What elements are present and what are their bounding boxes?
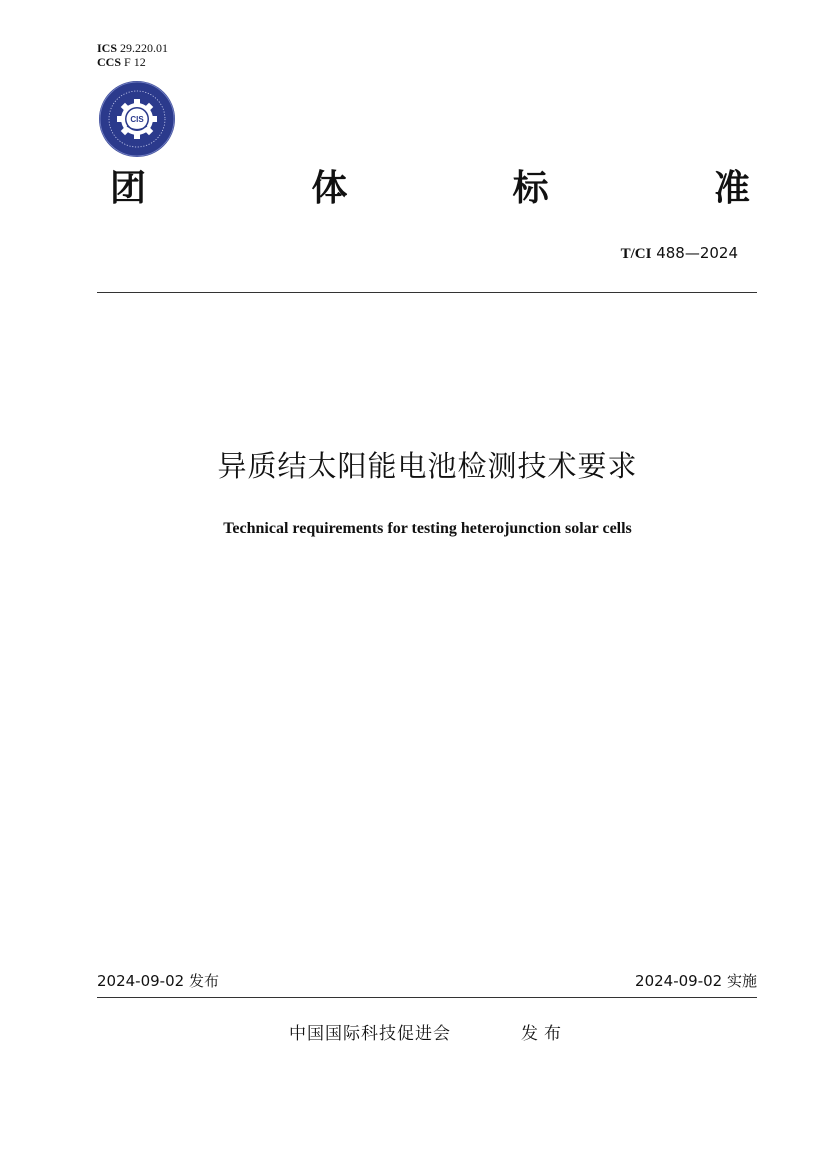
ccs-label: CCS	[97, 55, 122, 69]
standard-type-heading	[110, 166, 750, 212]
organization-logo	[97, 79, 177, 159]
ics-line	[97, 41, 168, 55]
ics-label: ICS	[97, 41, 118, 55]
publisher-name: 中国国际科技促进会	[289, 1024, 451, 1044]
standard-type-char: 团	[110, 168, 147, 209]
standard-type-char: 标	[512, 168, 549, 209]
classification-codes	[97, 41, 168, 69]
ccs-line	[97, 55, 168, 69]
ccs-code: F 12	[124, 55, 146, 69]
standard-type-char: 准	[713, 168, 750, 209]
ics-code: 29.220.01	[120, 41, 169, 55]
implementation-date: 2024-09-02 实施	[635, 972, 757, 990]
standard-code: 488—2024	[656, 244, 738, 262]
standard-type-char: 体	[311, 168, 348, 209]
bottom-divider	[97, 997, 757, 998]
standard-prefix: T/CI	[620, 246, 652, 262]
logo-text: CIS	[130, 115, 144, 124]
publish-label: 发布	[521, 1024, 567, 1044]
standard-number	[560, 243, 738, 264]
issue-date: 2024-09-02 发布	[97, 972, 219, 990]
top-divider	[97, 292, 757, 293]
title-chinese: 异质结太阳能电池检测技术要求	[217, 449, 638, 483]
title-english: Technical requirements for testing heterojunction solar cells	[223, 520, 632, 537]
